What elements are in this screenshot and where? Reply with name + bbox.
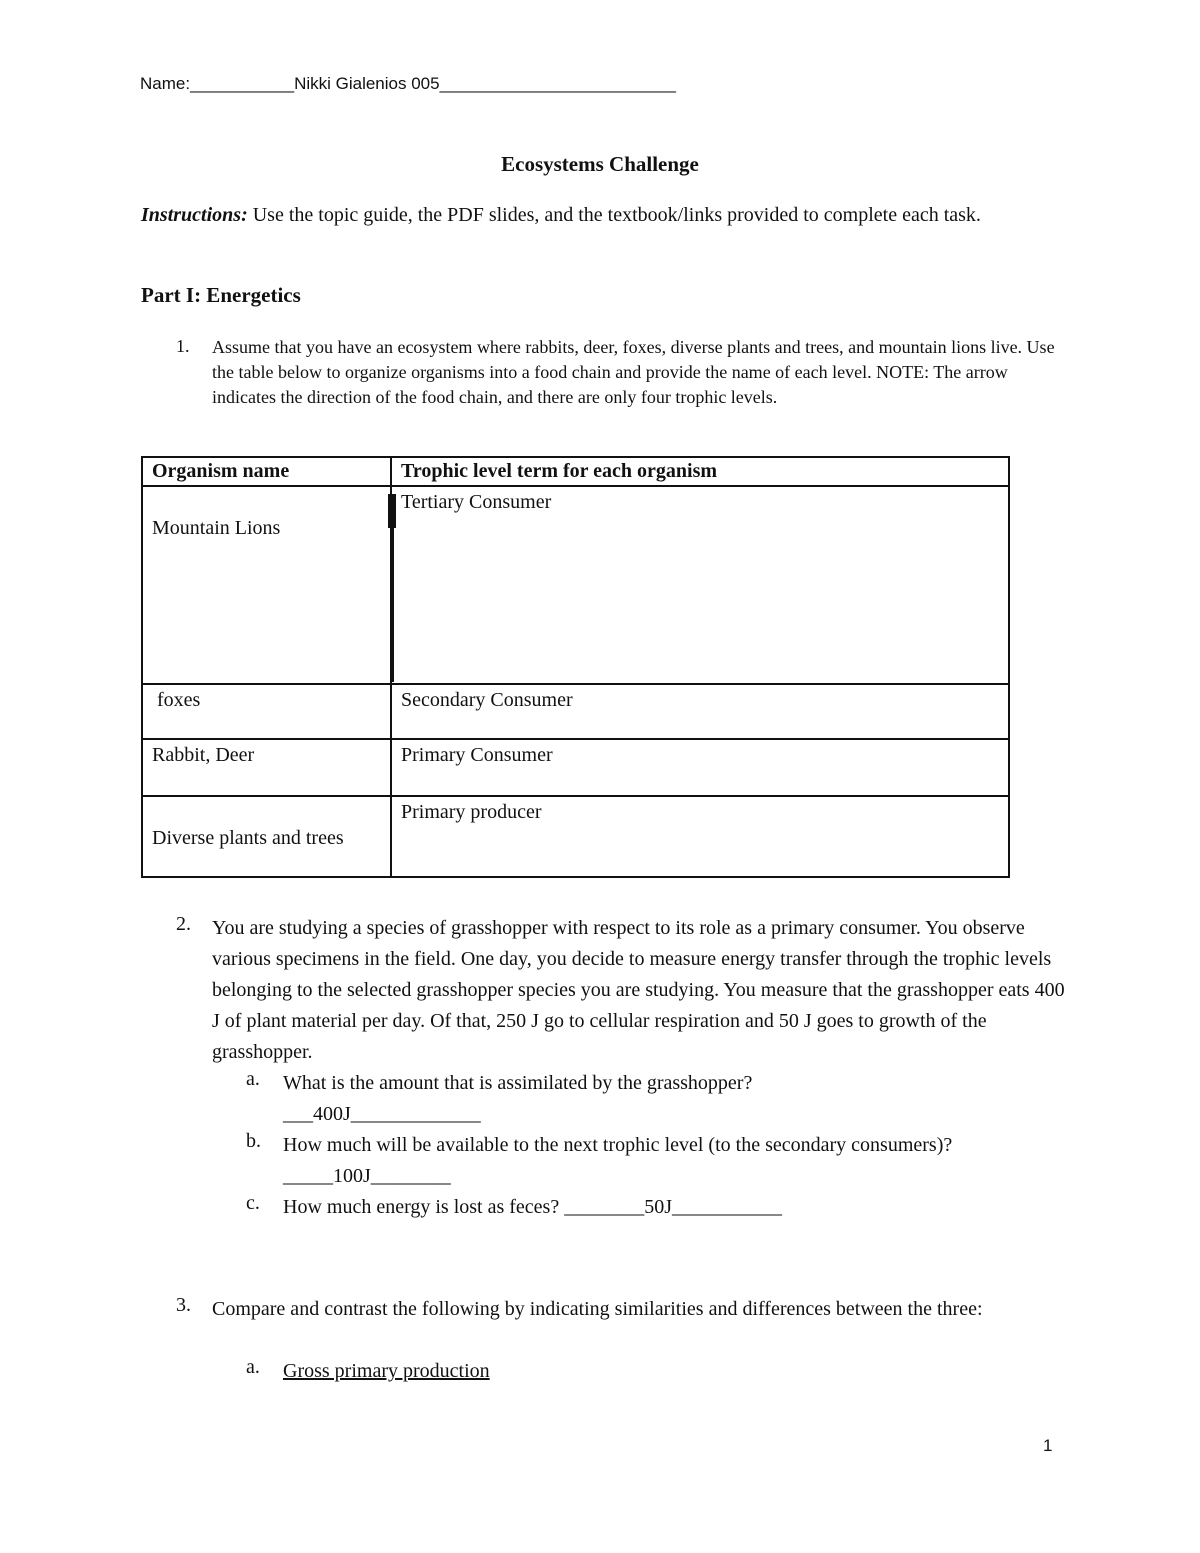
part1-heading: Part I: Energetics	[141, 283, 301, 307]
table-header-organism: Organism name	[142, 457, 391, 486]
trophic-level-table	[141, 456, 1010, 878]
question3-sub-a-text: Gross primary production	[283, 1360, 490, 1382]
table-header-row	[142, 457, 1009, 486]
organism-cell	[142, 796, 391, 877]
question1-number: 1.	[176, 336, 190, 356]
page-number: 1	[1043, 1436, 1053, 1455]
trophic-level-cell	[391, 486, 1009, 684]
question2-sub-c-text: How much energy is lost as feces? ________50J___________	[283, 1196, 783, 1218]
trophic-level-cell	[391, 684, 1009, 739]
table-row	[142, 684, 1009, 739]
organism-cell	[142, 739, 391, 796]
organism-name: foxes	[152, 689, 201, 711]
question2-sub-b-letter: b.	[246, 1130, 261, 1152]
organism-name: Diverse plants and trees	[152, 827, 344, 849]
instructions-label: Instructions	[141, 204, 242, 226]
organism-cell	[142, 684, 391, 739]
table-row	[142, 739, 1009, 796]
trophic-level-cell	[391, 796, 1009, 877]
table-header-trophic-level: Trophic level term for each organism	[391, 457, 1009, 486]
name-line: Name:___________Nikki Gialenios 005_________________________	[140, 74, 676, 93]
question2-sub-c-letter: c.	[246, 1192, 260, 1214]
trophic-level-text: Tertiary Consumer	[401, 491, 552, 513]
table-row	[142, 796, 1009, 877]
question3-text: Compare and contrast the following by indicating similarities and differences between the three:	[212, 1298, 983, 1320]
question2-number: 2.	[176, 913, 191, 935]
question2-sub-a-text: What is the amount that is assimilated by the grasshopper? ___400J_____________	[283, 1072, 753, 1125]
question2-sub-b-text: How much will be available to the next trophic level (to the secondary consumers)? _____100J________	[283, 1134, 953, 1187]
trophic-level-cell	[391, 739, 1009, 796]
document-title: Ecosystems Challenge	[501, 152, 699, 176]
question1-text: Assume that you have an ecosystem where rabbits, deer, foxes, diverse plants and trees, and mountain lions live. Use the table below to organize organisms into a food chain and provide the name of each level. NOTE: The arrow indicates the direction of the food chain, and there are only four trophic levels.	[212, 337, 1055, 407]
table-row	[142, 486, 1009, 684]
instructions-text: Use the topic guide, the PDF slides, and the textbook/links provided to complete each task.	[247, 204, 981, 226]
instructions-colon: :	[241, 204, 248, 226]
trophic-level-text: Primary producer	[401, 801, 542, 823]
question2-sub-a-letter: a.	[246, 1068, 260, 1090]
question3-number: 3.	[176, 1294, 191, 1316]
organism-cell	[142, 486, 391, 684]
instructions-paragraph	[141, 200, 1071, 231]
trophic-level-text: Secondary Consumer	[401, 689, 573, 711]
food-chain-arrow-head-icon	[388, 494, 396, 528]
organism-name: Mountain Lions	[152, 517, 281, 539]
question2-text: You are studying a species of grasshopper with respect to its role as a primary consumer. You observe various specimens in the field. One day, you decide to measure energy transfer through the trophic levels belonging to the selected grasshopper species you are studying. You measure that the grasshopper eats 400 J of plant material per day. Of that, 250 J go to cellular respiration and 50 J goes to growth of the grasshopper.	[212, 917, 1065, 1063]
trophic-level-text: Primary Consumer	[401, 744, 553, 766]
organism-name: Rabbit, Deer	[152, 744, 255, 766]
question3-sub-a-letter: a.	[246, 1356, 260, 1378]
